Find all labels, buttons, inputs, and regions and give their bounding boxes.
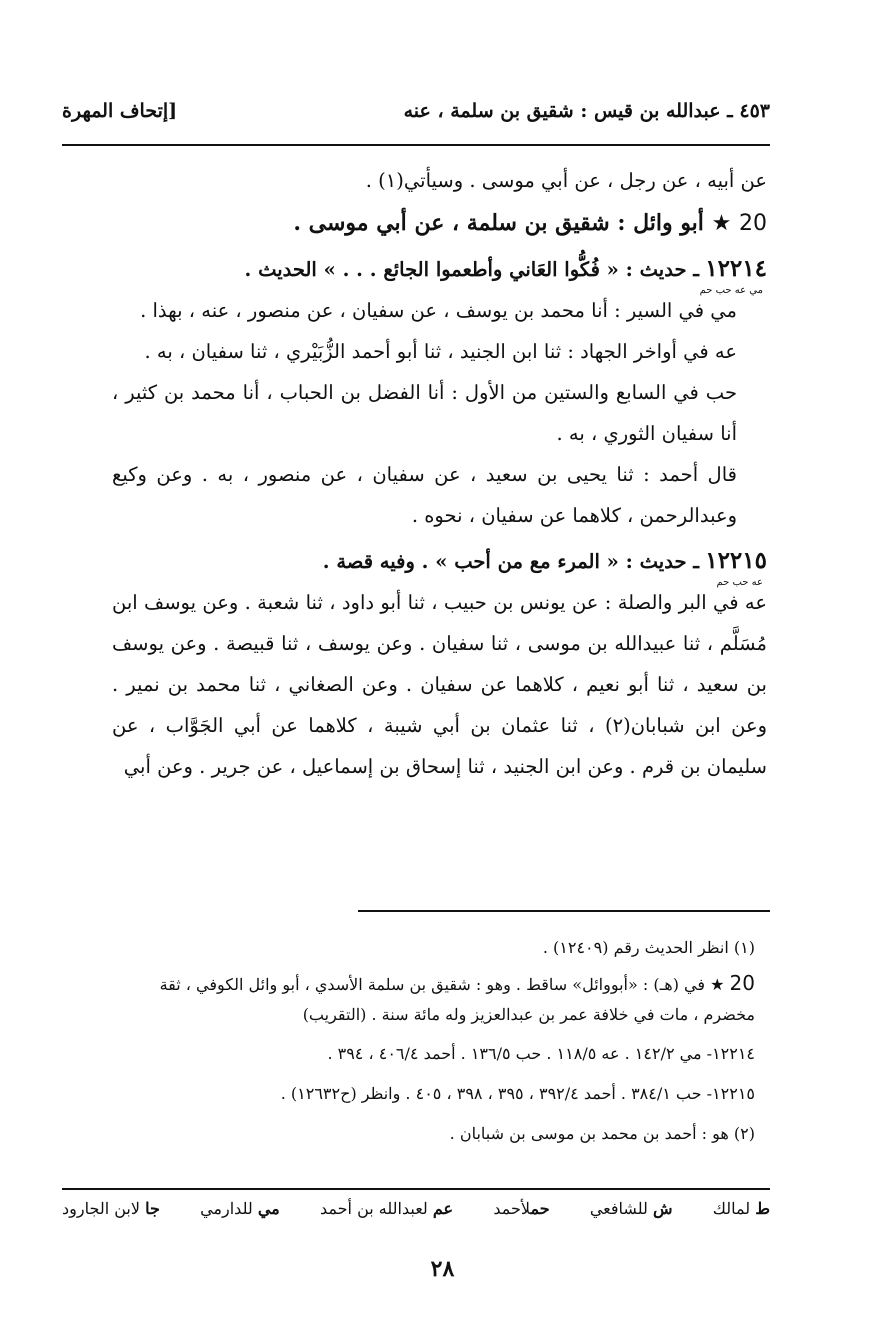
footnote-marker-20: 20 <box>739 211 767 236</box>
footnote-12215: ١٢٢١٥- حب ٣٨٤/١ . أحمد ٣٩٢/٤ ، ٣٩٥ ، ٣٩٨ ، ٤٠٥ . وانظر (ح١٢٦٣٢) . <box>280 1084 755 1103</box>
abbreviations-legend <box>62 1196 770 1222</box>
hadith-number-12214: ١٢٢١٤ <box>705 255 767 282</box>
hadith-source-paragraph: مي في السير : أنا محمد بن يوسف ، عن سفيان ، عن منصور ، عنه ، بهذا . <box>140 299 737 322</box>
footnote-rule <box>358 910 770 912</box>
sigla-12215: عه حب حم <box>716 577 763 588</box>
page-number: ٢٨ <box>430 1256 455 1282</box>
abbreviation-item: ط لمالك <box>712 1199 770 1218</box>
hadith-number-12215: ١٢٢١٥ <box>705 547 767 574</box>
hadith-source-paragraph: عه في البر والصلة : عن يونس بن حبيب ، ثنا أبو داود ، ثنا شعبة . وعن يوسف ابن مُسَلَّم ، ثنا عبيدالله بن موسى ، ثنا سفيان . وعن يوسف ، ثنا قبيصة . وعن يوسف بن سعيد ، ثنا أبو نعيم ، كلاهما عن سفيان . وعن الصغاني ، ثنا محمد بن نمير . وعن ابن شبابان(٢) ، ثنا عثمان بن أبي شيبة ، كلاهما عن أبي الجَوَّاب ، عن سليمان بن قرم . وعن ابن الجنيد ، ثنا إسحاق بن إسماعيل ، عن جرير . وعن أبي <box>112 591 768 778</box>
abbreviation-item: عم لعبدالله بن أحمد <box>320 1199 454 1218</box>
star-icon: ★ <box>711 211 732 236</box>
hadith-title-12215: ـ حديث : « المرء مع من أحب » . وفيه قصة . <box>322 550 700 573</box>
sigla-12214: مي عه حب حم <box>699 285 763 296</box>
abbreviation-item: مي للدارمي <box>200 1199 280 1218</box>
main-text <box>112 160 767 787</box>
footnote-star-text: في (هـ) : «أبووائل» ساقط . وهو : شقيق بن سلمة الأسدي ، أبو وائل الكوفي ، ثقة مخضرم ، مات في خلافة عمر بن عبدالعزيز وله مائة سنة . (التقريب) <box>159 975 755 1024</box>
abbreviation-item: جا لابن الجارود <box>62 1199 160 1218</box>
paragraph-continuation: عن أبيه ، عن رجل ، عن أبي موسى . وسيأتي(١) . <box>365 169 767 192</box>
abbreviation-item: حملأحمد <box>493 1199 550 1218</box>
abbreviation-item: ش للشافعي <box>589 1199 673 1218</box>
header-book-title: [إتحاف المهرة <box>62 100 178 122</box>
star-icon: ★ <box>710 975 725 994</box>
narrator-heading-text: أبو وائل : شقيق بن سلمة ، عن أبي موسى . <box>293 210 704 236</box>
footnote-star <box>112 968 755 1030</box>
hadith-source-paragraph: قال أحمد : ثنا يحيى بن سعيد ، عن سفيان ، عن منصور ، به . وعن وكيع وعبدالرحمن ، كلاهما عن سفيان ، نحوه . <box>112 463 737 527</box>
footnote-marker-20: 20 <box>729 971 755 995</box>
running-header <box>62 94 770 128</box>
narrator-heading <box>112 203 767 244</box>
abbreviations-rule <box>62 1188 770 1190</box>
hadith-heading-12214 <box>112 248 767 290</box>
hadith-source-paragraph: حب في السابع والستين من الأول : أنا الفضل بن الحباب ، أنا محمد بن كثير ، أنا سفيان الثوري ، به . <box>112 381 737 445</box>
hadith-title-12214: ـ حديث : « فُكُّوا العَاني وأطعموا الجائع . . . » الحديث . <box>244 258 700 281</box>
header-chapter-title: ٤٥٣ ـ عبدالله بن قيس : شقيق بن سلمة ، عنه <box>403 100 770 122</box>
hadith-heading-12215 <box>112 540 767 582</box>
hadith-source-paragraph: عه في أواخر الجهاد : ثنا ابن الجنيد ، ثنا أبو أحمد الزُّبَيْري ، ثنا سفيان ، به . <box>144 340 737 363</box>
footnote-2: (٢) هو : أحمد بن محمد بن موسى بن شبابان . <box>449 1124 755 1143</box>
footnotes <box>112 928 755 1154</box>
footnote-1: (١) انظر الحديث رقم (١٢٤٠٩) . <box>542 938 755 957</box>
footnote-12214: ١٢٢١٤- مي ١٤٢/٢ . عه ١١٨/٥ . حب ١٣٦/٥ . أحمد ٤٠٦/٤ ، ٣٩٤ . <box>327 1044 755 1063</box>
header-rule <box>62 144 770 146</box>
